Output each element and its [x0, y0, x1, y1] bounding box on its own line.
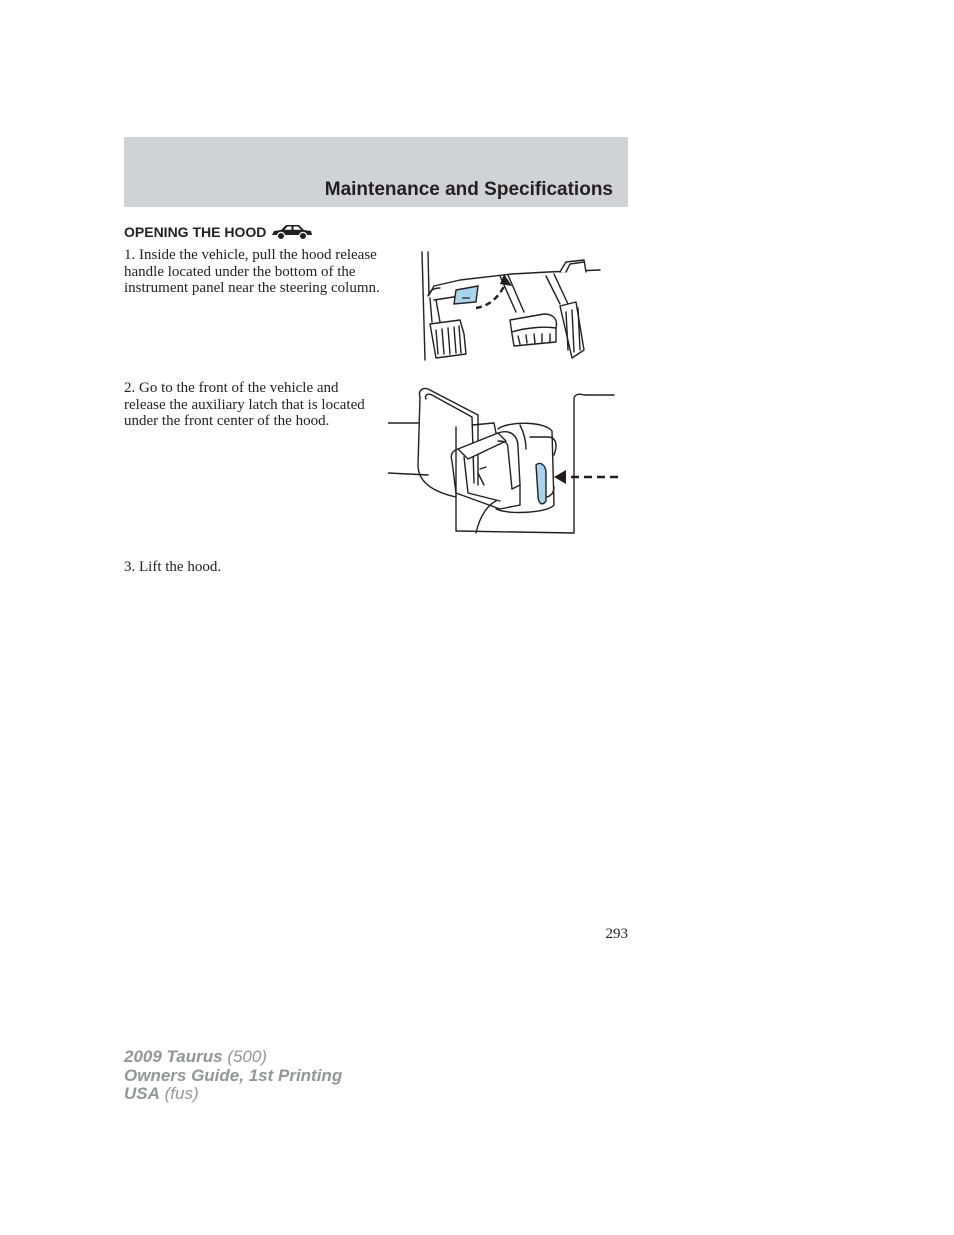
hood-release-handle-illustration	[420, 250, 604, 362]
footer-edition: Owners Guide, 1st Printing	[124, 1065, 343, 1085]
page-number: 293	[605, 926, 628, 942]
footer-model-code: (500)	[222, 1047, 268, 1066]
footer-line-market	[124, 1085, 342, 1104]
step-3-text: 3. Lift the hood.	[124, 559, 222, 575]
section-title: Maintenance and Specifications	[324, 179, 613, 200]
footer-market-code: (fus)	[159, 1084, 199, 1103]
footer-line-model	[124, 1048, 342, 1067]
footer-market: USA	[124, 1084, 160, 1103]
car-icon	[270, 222, 314, 242]
subsection-title: OPENING THE HOOD	[124, 224, 267, 240]
step-2-text: 2. Go to the front of the vehicle and release the auxiliary latch that is located under the front center of the hood.	[124, 380, 365, 429]
document-footer	[124, 1048, 342, 1104]
footer-model-name: 2009 Taurus	[124, 1047, 223, 1066]
section-header-band	[124, 137, 628, 207]
subsection-heading	[124, 222, 314, 242]
footer-line-edition	[124, 1067, 342, 1086]
step-1-text: 1. Inside the vehicle, pull the hood release handle located under the bottom of the instrument panel near the steering column.	[124, 247, 380, 296]
auxiliary-latch-illustration	[388, 385, 624, 537]
